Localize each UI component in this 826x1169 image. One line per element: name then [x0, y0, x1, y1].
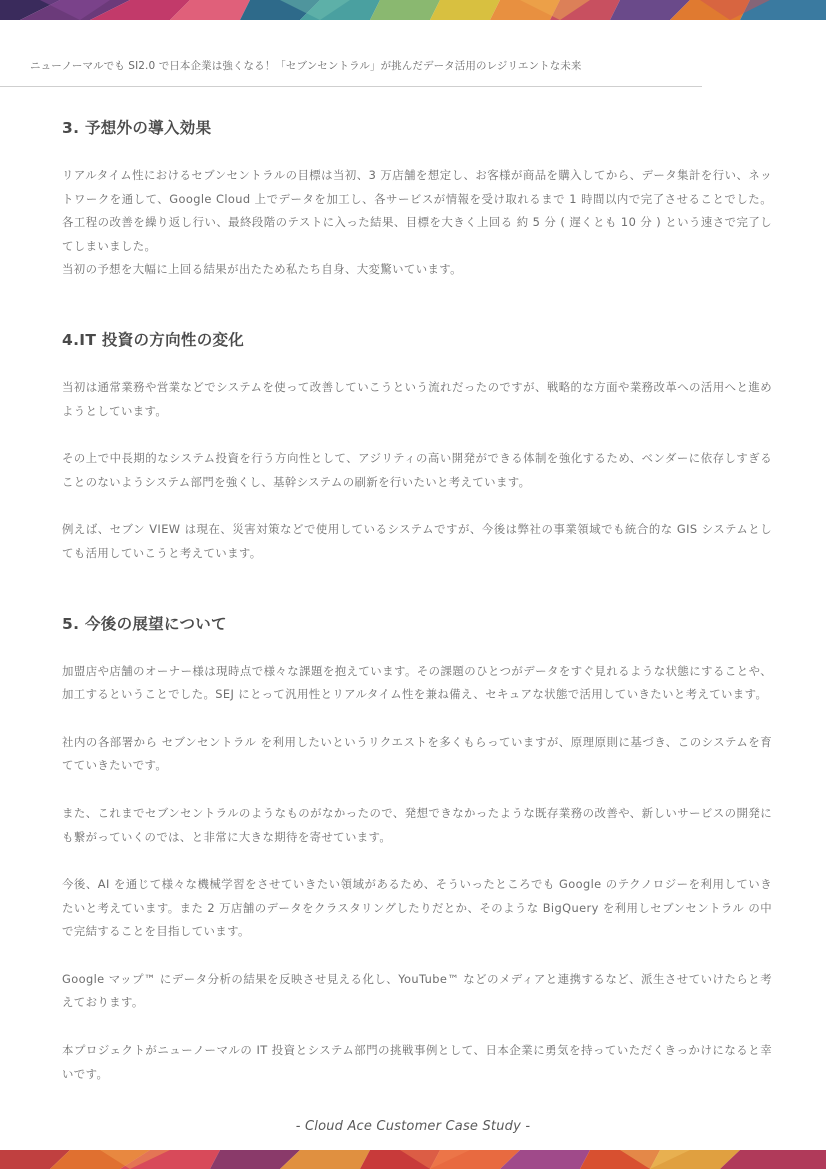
- paragraph: 当初は通常業務や営業などでシステムを使って改善していこうという流れだったのですが、戦略的な方面や業務改革への活用へと進めようとしています。: [62, 379, 772, 418]
- section-5: [62, 612, 772, 1087]
- section-4: [62, 328, 772, 566]
- paragraph: Google マップ™ にデータ分析の結果を反映させ見える化し、YouTube™ などのメディアと連携するなど、派生させていけたらと考えております。: [62, 971, 772, 1010]
- footer-case-study-label: - Cloud Ace Customer Case Study -: [295, 1119, 531, 1134]
- section-heading: 5. 今後の展望について: [62, 614, 227, 633]
- section-heading: 4.IT 投資の方向性の変化: [62, 330, 245, 349]
- bottom-decorative-band: [0, 1150, 826, 1169]
- paragraph: 当初の予想を大幅に上回る結果が出たため私たち自身、大変驚いています。: [62, 262, 462, 277]
- paragraph: リアルタイム性におけるセブンセントラルの目標は当初、3 万店舗を想定し、お客様が商品を購入してから、データ集計を行い、ネットワークを通して、Google Cloud 上でデータを加工し、各サービスが情報を受け取れるまで 1 時間以内で完了させることでした。各工程の改善を繰り返し行い、最終段階のテストに入った結果、目標を大きく上回る 約 5 分 ( 遅くとも 10 分 ) という速さで完了してしまいました。: [62, 168, 772, 253]
- polygon-pattern-bottom: [0, 1150, 826, 1169]
- paragraph: 例えば、セブン VIEW は現在、災害対策などで使用しているシステムですが、今後は弊社の事業領域でも統合的な GIS システムとしても活用していこうと考えています。: [62, 522, 772, 560]
- document-header-title: ニューノーマルでも SI2.0 で日本企業は強くなる！「セブンセントラル」が挑んだデータ活用のレジリエントな未来: [30, 60, 582, 72]
- header-divider: [0, 86, 702, 87]
- section-spacer: [62, 306, 772, 328]
- document-body: [62, 116, 772, 1086]
- paragraph: その上で中長期的なシステム投資を行う方向性として、アジリティの高い開発ができる体制を強化するため、ベンダーに依存しすぎることのないようシステム部門を強くし、基幹システムの刷新を行いたいと考えています。: [62, 451, 772, 489]
- section-heading: 3. 予想外の導入効果: [62, 119, 212, 137]
- polygon-pattern-top: [0, 0, 826, 20]
- paragraph: 今後、AI を通じて様々な機械学習をさせていきたい領域があるため、そういったところでも Google のテクノロジーを利用していきたいと考えています。また 2 万店舗のデータをクラスタリングしたりだとか、そのような BigQuery を利用しセブンセントラル の中で完結することを目指しています。: [62, 877, 772, 939]
- paragraph: 社内の各部署から セブンセントラル を利用したいというリクエストを多くもらっていますが、原理原則に基づき、このシステムを育てていきたいです。: [62, 734, 772, 773]
- section-3: [62, 116, 772, 282]
- paragraph: 加盟店や店舗のオーナー様は現時点で様々な課題を抱えています。その課題のひとつがデータをすぐ見れるような状態にすることや、加工するということでした。SEJ にとって汎用性とリアルタイム性を兼ね備え、セキュアな状態で活用していきたいと考えています。: [62, 663, 772, 702]
- paragraph: 本プロジェクトがニューノーマルの IT 投資とシステム部門の挑戦事例として、日本企業に勇気を持っていただくきっかけになると幸いです。: [62, 1043, 772, 1081]
- section-spacer: [62, 590, 772, 612]
- paragraph: また、これまでセブンセントラルのようなものがなかったので、発想できなかったような既存業務の改善や、新しいサービスの開発にも繋がっていくのでは、と非常に大きな期待を寄せています。: [62, 805, 772, 844]
- top-decorative-band: [0, 0, 826, 20]
